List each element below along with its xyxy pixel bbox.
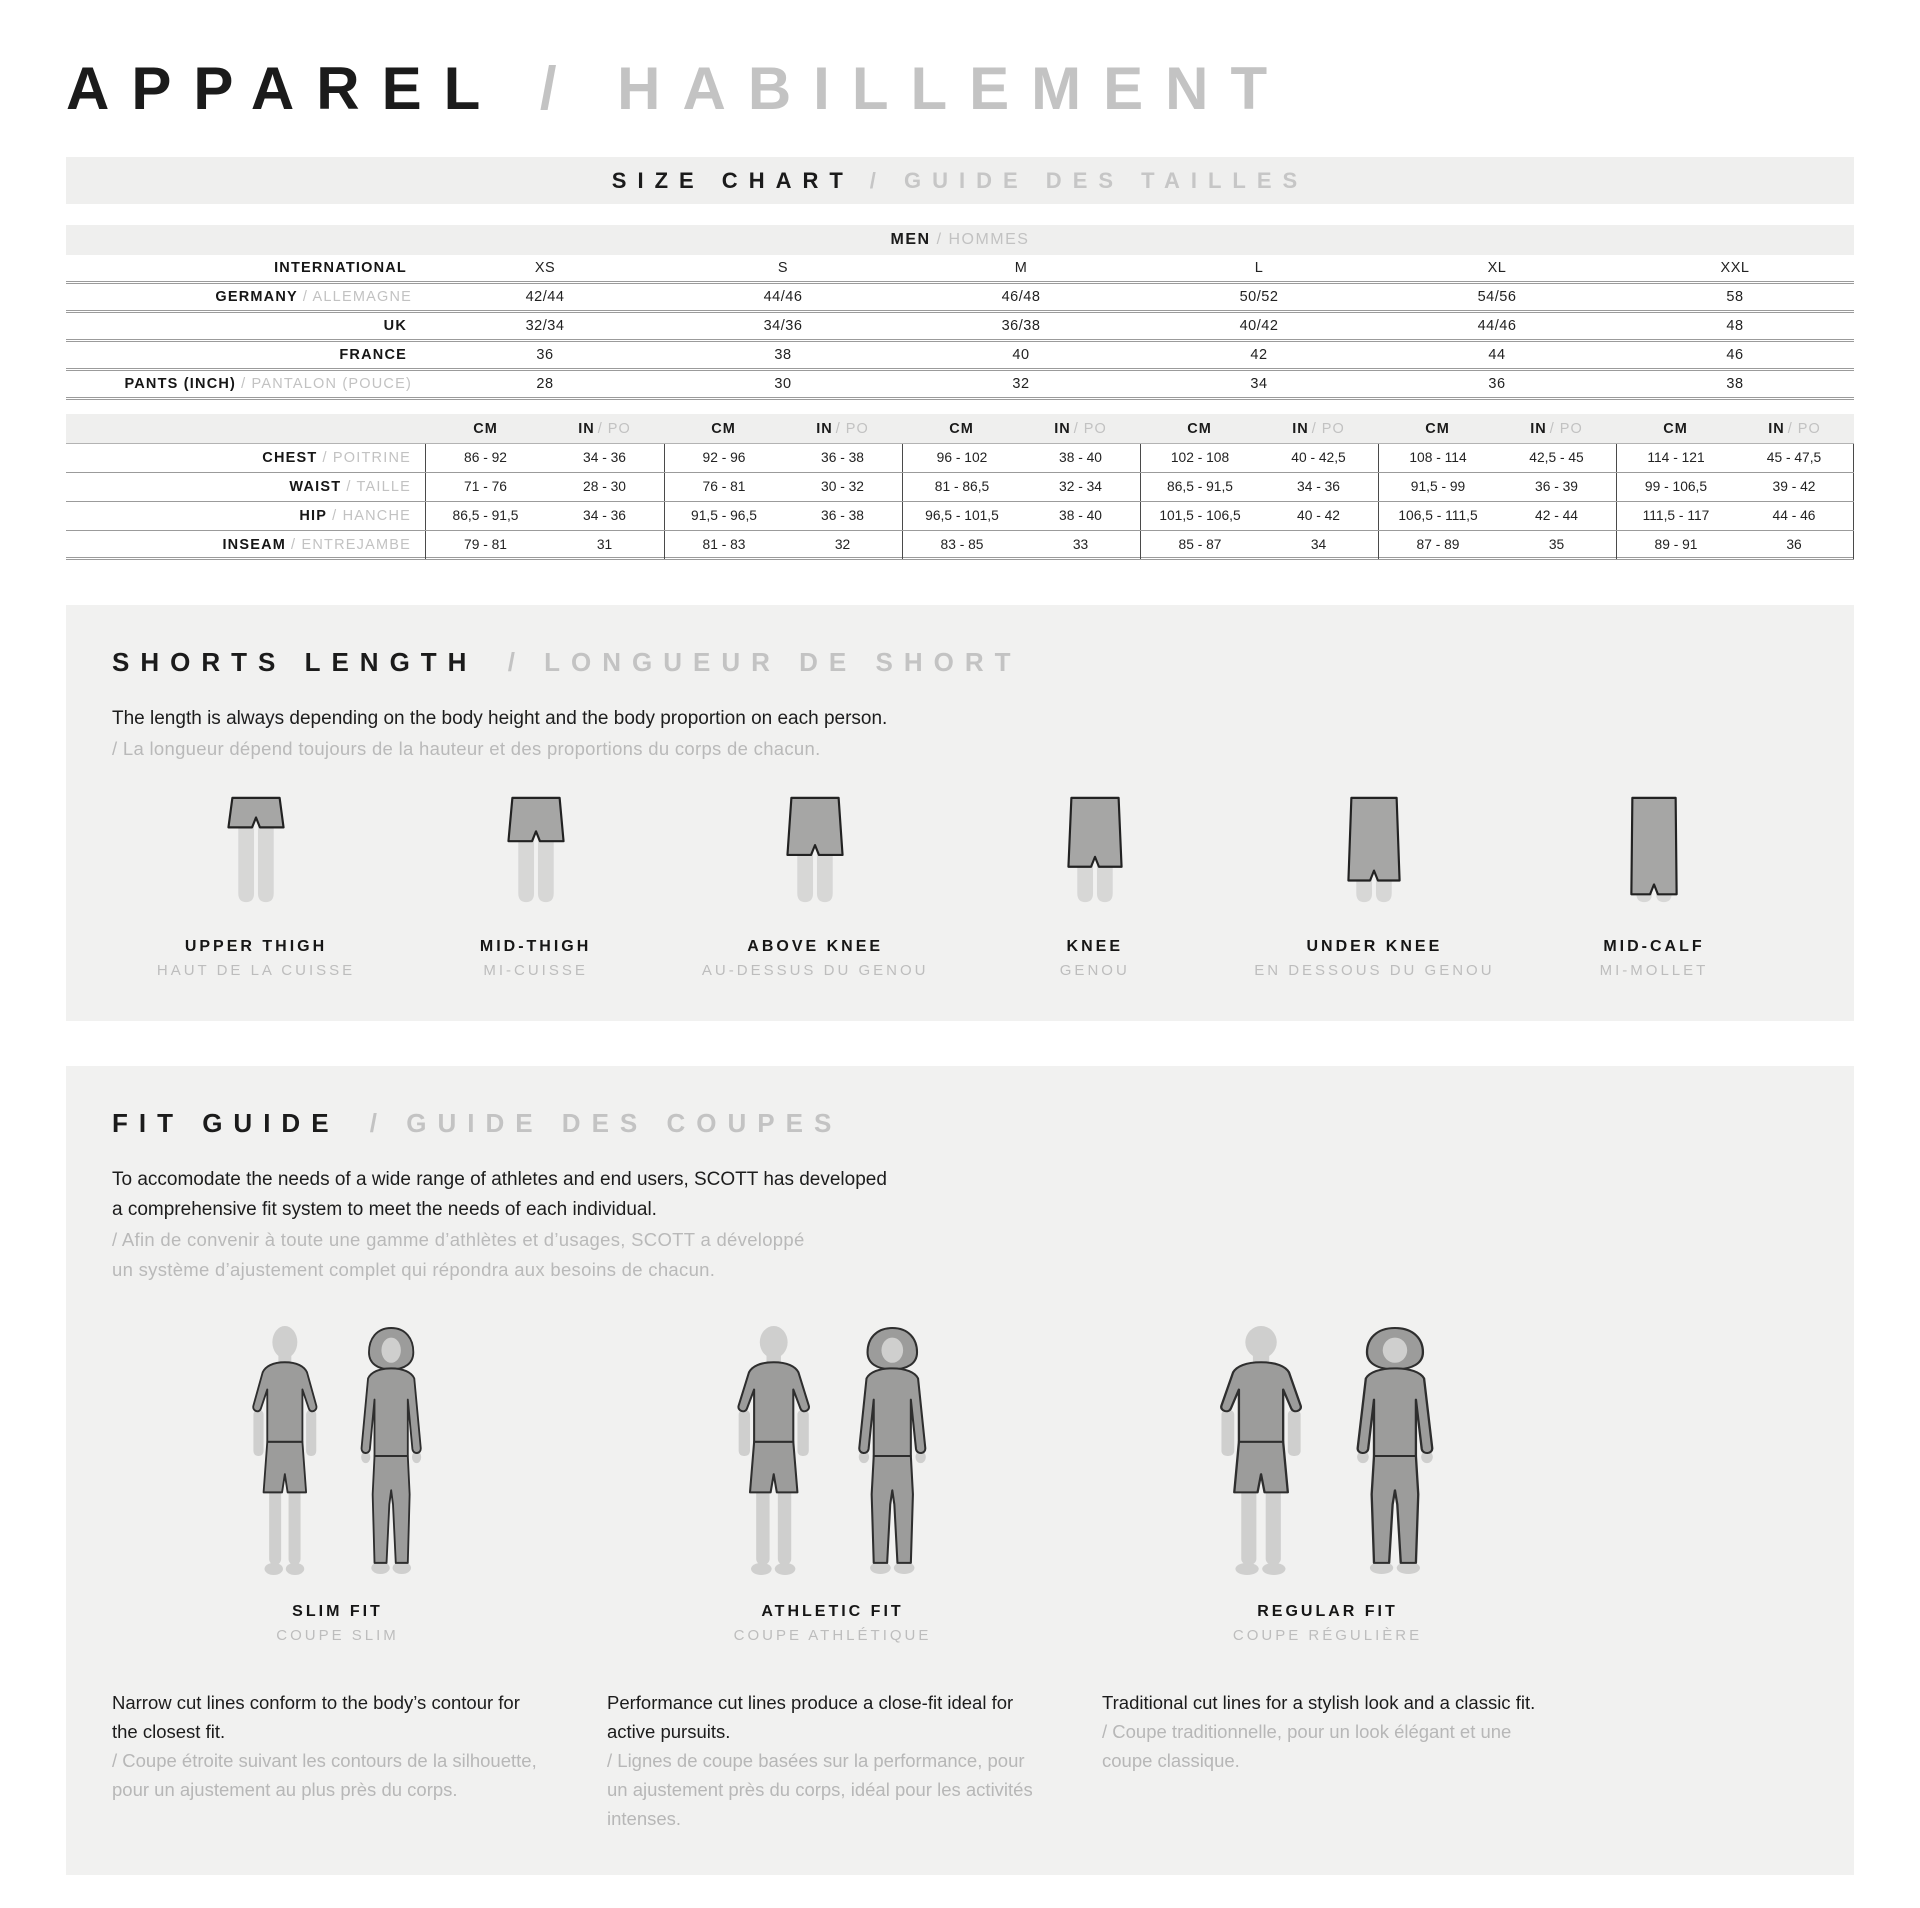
measure-value: 81 - 86,5: [902, 473, 1021, 501]
shorts-mid-thigh-icon: [488, 790, 584, 912]
shorts-under-knee-icon: [1326, 790, 1422, 912]
table-row-france: [66, 342, 1854, 371]
unit-cm: CM: [1187, 421, 1212, 437]
unit-in: IN / PO: [1530, 421, 1583, 437]
measure-value: 28 - 30: [583, 479, 626, 494]
unit-cm: CM: [949, 421, 974, 437]
measure-value: 40 - 42: [1297, 508, 1340, 523]
measure-value: 34 - 36: [583, 450, 626, 465]
size-value: 50/52: [1239, 289, 1279, 305]
body-measurement-table: [66, 414, 1854, 560]
measure-value: 102 - 108: [1140, 444, 1259, 472]
size-value: 32/34: [525, 318, 565, 334]
size-value: 40/42: [1239, 318, 1279, 334]
measure-value: 42,5 - 45: [1529, 450, 1584, 465]
athletic-fit-figures-icon: [585, 1319, 1080, 1577]
hommes-label: / HOMMES: [936, 231, 1030, 248]
size-value: M: [1014, 260, 1028, 276]
regular-fit-figures-icon: [1197, 1325, 1459, 1577]
fig-label: UNDER KNEE EN DESSOUS DU GENOU: [1254, 938, 1495, 979]
size-chart-heading-fr: / GUIDE DES TAILLES: [869, 167, 1309, 193]
fig-label: REGULAR FIT COUPE RÉGULIÈRE: [1232, 1603, 1423, 1644]
athletic-fit-figures-icon: [717, 1325, 949, 1577]
size-conversion-table: [66, 255, 1854, 400]
measure-value: 71 - 76: [464, 479, 507, 494]
size-value: 46: [1726, 347, 1744, 363]
slim-fit-figures-icon: [90, 1319, 585, 1577]
shorts-length-section: [66, 605, 1854, 1021]
measure-value: 36 - 38: [821, 450, 864, 465]
size-value: S: [777, 260, 789, 276]
measure-value: 81 - 83: [664, 531, 783, 559]
unit-header-row: [66, 414, 1854, 444]
shorts-knee-icon: [1047, 790, 1143, 912]
size-value: 44: [1488, 347, 1506, 363]
shorts-item-mid-calf: [1528, 790, 1780, 979]
size-value: 42: [1250, 347, 1268, 363]
table-row-germany: [66, 284, 1854, 313]
measure-value: 86,5 - 91,5: [1140, 473, 1259, 501]
unit-cm: CM: [1663, 421, 1688, 437]
page-title: [66, 0, 1854, 123]
measure-value: 92 - 96: [664, 444, 783, 472]
shorts-length-intro: The length is always depending on the body height and the body proportion on each person. / La longueur dépend toujours de la hauteur et des proportions du corps de chacun.: [112, 708, 888, 759]
shorts-above-knee-icon: [767, 790, 863, 912]
size-value: 38: [774, 347, 792, 363]
measure-value: 91,5 - 99: [1378, 473, 1497, 501]
table-row-pants-inch: [66, 371, 1854, 400]
measure-value: 86,5 - 91,5: [452, 508, 519, 523]
row-label: WAIST / TAILLE: [66, 473, 426, 501]
unit-cm: CM: [1425, 421, 1450, 437]
size-value: 36/38: [1001, 318, 1041, 334]
unit-in: IN / PO: [816, 421, 869, 437]
shorts-item-knee: [969, 790, 1221, 979]
table-row-international: [66, 255, 1854, 284]
fit-description: Traditional cut lines for a stylish look and a classic fit. / Coupe traditionnelle, pour un look élégant et une coupe classique.: [1102, 1692, 1536, 1771]
table-row-chest: [66, 444, 1854, 473]
unit-cm: CM: [711, 421, 736, 437]
fit-col-athletic: [585, 1319, 1080, 1833]
size-value: 40: [1012, 347, 1030, 363]
shorts-mid-calf-icon: [1606, 790, 1702, 912]
measure-value: 86 - 92: [464, 450, 507, 465]
size-value: XS: [534, 260, 556, 276]
measure-value: 39 - 42: [1735, 473, 1854, 501]
unit-in: IN / PO: [1768, 421, 1821, 437]
fit-columns: [90, 1319, 1810, 1833]
fig-label: KNEE GENOU: [1059, 938, 1130, 979]
measure-value: 96 - 102: [902, 444, 1021, 472]
size-value: 44/46: [1477, 318, 1517, 334]
measure-value: 36 - 39: [1535, 479, 1578, 494]
page-title-en: APPAREL: [66, 55, 502, 122]
measure-value: 33: [1072, 537, 1089, 552]
measure-value: 108 - 114: [1378, 444, 1497, 472]
size-value: XXL: [1720, 260, 1750, 276]
size-value: 42/44: [525, 289, 565, 305]
fit-guide-heading: FIT GUIDE / GUIDE DES COUPES: [112, 1108, 843, 1138]
row-label: PANTS (INCH) / PANTALON (POUCE): [124, 376, 412, 392]
fit-col-regular: [1080, 1319, 1575, 1833]
measure-value: 32: [834, 537, 851, 552]
table-row-hip: [66, 502, 1854, 531]
size-value: 38: [1726, 376, 1744, 392]
measure-value: 32 - 34: [1059, 479, 1102, 494]
men-table-header: [66, 225, 1854, 255]
unit-in: IN / PO: [1054, 421, 1107, 437]
page-title-fr: / HABILLEMENT: [539, 55, 1290, 122]
size-chart-heading: [66, 157, 1854, 204]
fig-label: ATHLETIC FIT COUPE ATHLÉTIQUE: [733, 1603, 932, 1644]
fig-label: MID-CALF MI-MOLLET: [1599, 938, 1709, 979]
measure-value: 36: [1735, 531, 1854, 559]
size-value: 58: [1726, 289, 1744, 305]
fig-label: SLIM FIT COUPE SLIM: [276, 1603, 399, 1644]
size-value: 34/36: [763, 318, 803, 334]
measure-value: 35: [1548, 537, 1565, 552]
fit-description: Narrow cut lines conform to the body’s contour for the closest fit. / Coupe étroite suivant les contours de la silhouette, pour un ajustement au plus près du corps.: [112, 1692, 537, 1800]
measure-value: 114 - 121: [1616, 444, 1735, 472]
measure-value: 79 - 81: [464, 537, 507, 552]
table-row-waist: [66, 473, 1854, 502]
fig-label: UPPER THIGH HAUT DE LA CUISSE: [156, 938, 356, 979]
measure-value: 91,5 - 96,5: [664, 502, 783, 530]
measure-value: 45 - 47,5: [1735, 444, 1854, 472]
size-value: 28: [536, 376, 554, 392]
measure-value: 101,5 - 106,5: [1140, 502, 1259, 530]
shorts-item-under-knee: [1248, 790, 1500, 979]
measure-value: 106,5 - 111,5: [1378, 502, 1497, 530]
row-label: INSEAM / ENTREJAMBE: [66, 531, 426, 559]
measure-value: 34 - 36: [1297, 479, 1340, 494]
measure-value: 30 - 32: [821, 479, 864, 494]
unit-cm: CM: [473, 421, 498, 437]
measure-value: 83 - 85: [902, 531, 1021, 559]
size-value: 36: [1488, 376, 1506, 392]
measure-value: 87 - 89: [1378, 531, 1497, 559]
size-value: 32: [1012, 376, 1030, 392]
size-chart-heading-en: SIZE CHART: [611, 167, 854, 193]
table-row-uk: [66, 313, 1854, 342]
size-value: 54/56: [1477, 289, 1517, 305]
measure-value: 34 - 36: [583, 508, 626, 523]
fig-label: ABOVE KNEE AU-DESSUS DU GENOU: [701, 938, 929, 979]
fit-guide-section: [66, 1066, 1854, 1875]
size-value: 44/46: [763, 289, 803, 305]
measure-value: 44 - 46: [1735, 502, 1854, 530]
shorts-upper-thigh-icon: [208, 790, 304, 912]
shorts-figures-row: [90, 790, 1810, 979]
size-value: L: [1254, 260, 1264, 276]
size-value: XL: [1487, 260, 1507, 276]
row-label: FRANCE: [339, 347, 407, 363]
shorts-item-above-knee: [689, 790, 941, 979]
measure-value: 36 - 38: [821, 508, 864, 523]
fit-col-slim: [90, 1319, 585, 1833]
size-value: 34: [1250, 376, 1268, 392]
shorts-item-mid-thigh: [410, 790, 662, 979]
measure-value: 99 - 106,5: [1616, 473, 1735, 501]
table-row-inseam: [66, 531, 1854, 560]
row-label: UK: [383, 318, 407, 334]
measure-value: 40 - 42,5: [1291, 450, 1346, 465]
fit-guide-intro: To accomodate the needs of a wide range of athletes and end users, SCOTT has developed a comprehensive fit system to meet the needs of each individual. / Afin de convenir à toute une gamme d’athlètes et d’usages, SCOTT a développé un système d’ajustement complet qui répondra aux besoins de chacun.: [112, 1169, 887, 1280]
row-label: INTERNATIONAL: [274, 260, 407, 276]
row-label: CHEST / POITRINE: [66, 444, 426, 472]
fit-description: Performance cut lines produce a close-fit ideal for active pursuits. / Lignes de coupe basées sur la performance, pour un ajustement près du corps, idéal pour les activités intenses.: [607, 1692, 1033, 1829]
measure-value: 111,5 - 117: [1616, 502, 1735, 530]
measure-value: 31: [596, 537, 613, 552]
measure-value: 76 - 81: [664, 473, 783, 501]
row-label: HIP / HANCHE: [66, 502, 426, 530]
row-label: GERMANY / ALLEMAGNE: [215, 289, 412, 305]
measure-value: 89 - 91: [1616, 531, 1735, 559]
size-value: 48: [1726, 318, 1744, 334]
size-value: 36: [536, 347, 554, 363]
fig-label: MID-THIGH MI-CUISSE: [479, 938, 592, 979]
measure-value: 38 - 40: [1059, 450, 1102, 465]
measure-value: 38 - 40: [1059, 508, 1102, 523]
regular-fit-figures-icon: [1080, 1319, 1575, 1577]
shorts-item-upper-thigh: [130, 790, 382, 979]
unit-in: IN / PO: [1292, 421, 1345, 437]
size-value: 46/48: [1001, 289, 1041, 305]
measure-value: 42 - 44: [1535, 508, 1578, 523]
slim-fit-figures-icon: [234, 1325, 442, 1577]
size-value: 30: [774, 376, 792, 392]
measure-value: 34: [1310, 537, 1327, 552]
shorts-length-heading: SHORTS LENGTH / LONGUEUR DE SHORT: [112, 647, 1022, 677]
measure-value: 85 - 87: [1140, 531, 1259, 559]
measure-value: 96,5 - 101,5: [902, 502, 1021, 530]
unit-in: IN / PO: [578, 421, 631, 437]
empty-cell: [66, 414, 426, 444]
men-label: MEN: [890, 231, 931, 248]
